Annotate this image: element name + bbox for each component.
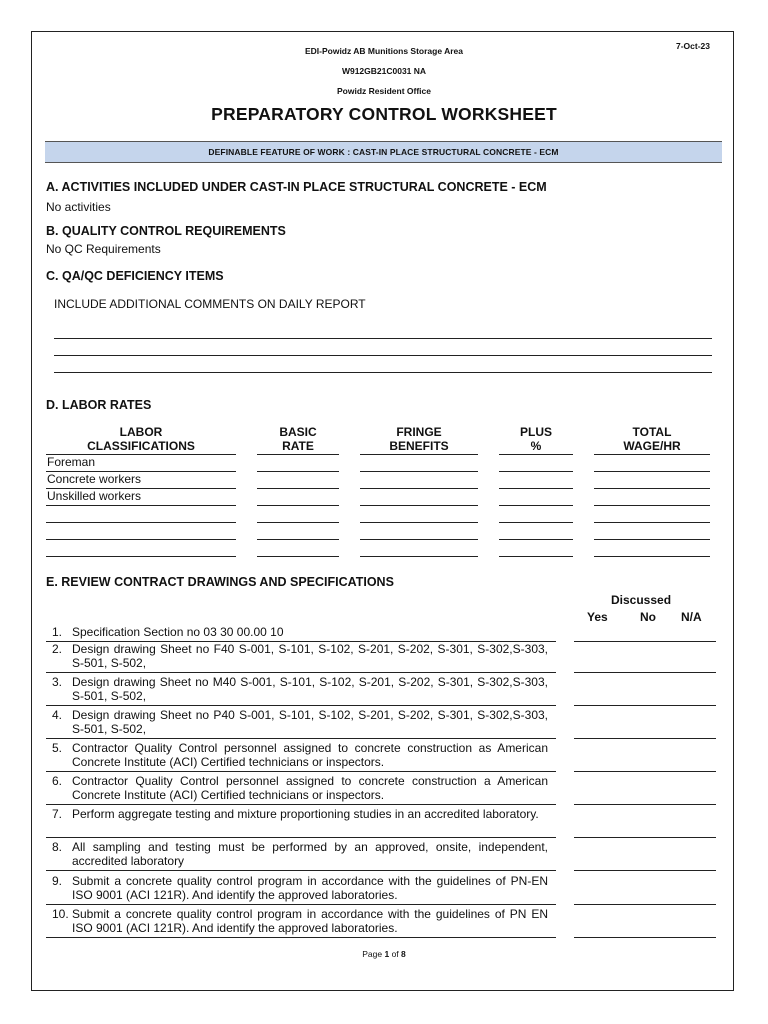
table-rule: [257, 539, 339, 540]
review-item-number: 3.: [52, 675, 63, 689]
table-rule: [499, 505, 573, 506]
discussed-checkline[interactable]: [574, 672, 716, 673]
column-header-fringe-benefits: FRINGE BENEFITS: [389, 425, 449, 453]
section-b-text: No QC Requirements: [46, 242, 161, 256]
review-item: [46, 774, 548, 802]
review-item-text: Submit a concrete quality control program in accordance with the guidelines of PN-EN ISO 9001 (ACI 121R). And identify the approved laboratories.: [72, 874, 548, 902]
review-item-number: 9.: [52, 874, 63, 888]
labor-classification: Concrete workers: [47, 472, 142, 486]
column-header-plus-percent: PLUS %: [519, 425, 552, 453]
table-rule: [594, 488, 710, 489]
section-d-title: D. LABOR RATES: [46, 398, 152, 412]
review-item-number: 10.: [52, 907, 69, 921]
office-name: Powidz Resident Office: [337, 86, 431, 96]
table-rule: [46, 471, 236, 472]
discussed-checkline[interactable]: [574, 937, 716, 938]
review-item-rule: [46, 870, 556, 871]
review-item: [46, 907, 548, 935]
review-item-number: 4.: [52, 708, 63, 722]
discussed-checkline[interactable]: [574, 870, 716, 871]
review-item-number: 1.: [52, 625, 63, 639]
labor-classification: Unskilled workers: [47, 489, 142, 503]
table-rule: [594, 556, 710, 557]
labor-classification: Foreman: [47, 455, 96, 469]
column-header-basic-rate: BASIC RATE: [279, 425, 317, 453]
table-rule: [499, 454, 573, 455]
review-item-rule: [46, 837, 556, 838]
table-rule: [257, 471, 339, 472]
table-rule: [360, 539, 478, 540]
table-rule: [257, 454, 339, 455]
no-header: No: [640, 610, 656, 624]
review-item-rule: [46, 904, 556, 905]
review-item-number: 8.: [52, 840, 63, 854]
review-item-text: Specification Section no 03 30 00.00 10: [72, 625, 284, 639]
discussed-checkline[interactable]: [574, 837, 716, 838]
discussed-checkline[interactable]: [574, 904, 716, 905]
table-rule: [360, 522, 478, 523]
review-item: [46, 741, 548, 769]
table-rule: [46, 505, 236, 506]
review-item-text: Contractor Quality Control personnel assigned to concrete construction as American Concrete Institute (ACI) Certified technicians or inspectors.: [72, 741, 548, 769]
contract-number: W912GB21C0031 NA: [341, 66, 427, 76]
document-date: 7-Oct-23: [675, 41, 710, 51]
table-rule: [360, 471, 478, 472]
table-rule: [594, 505, 710, 506]
review-item-text: All sampling and testing must be performed by an approved, onsite, independent, accredited laboratory: [72, 840, 548, 868]
review-item: [46, 708, 548, 736]
table-rule: [46, 556, 236, 557]
discussed-checkline[interactable]: [574, 641, 716, 642]
review-item-rule: [46, 672, 556, 673]
review-item: [46, 840, 548, 868]
review-item-rule: [46, 804, 556, 805]
discussed-header: Discussed: [611, 593, 672, 607]
section-b-title: B. QUALITY CONTROL REQUIREMENTS: [46, 224, 286, 238]
table-rule: [499, 539, 573, 540]
table-rule: [499, 556, 573, 557]
review-item: [46, 874, 548, 902]
review-item-number: 7.: [52, 807, 63, 821]
review-item: [46, 807, 548, 835]
table-rule: [499, 488, 573, 489]
review-item-rule: [46, 771, 556, 772]
review-item-text: Design drawing Sheet no P40 S-001, S-101, S-102, S-201, S-202, S-301, S-302,S-303, S-501, S-502,: [72, 708, 548, 736]
review-item-text: Design drawing Sheet no F40 S-001, S-101, S-102, S-201, S-202, S-301, S-302,S-303, S-501, S-502,: [72, 642, 548, 670]
table-rule: [360, 488, 478, 489]
discussed-checkline[interactable]: [574, 738, 716, 739]
table-rule: [46, 488, 236, 489]
review-item-text: Contractor Quality Control personnel assigned to concrete construction a American Concrete Institute (ACI) Certified technicians or inspectors.: [72, 774, 548, 802]
section-a-text: No activities: [46, 200, 111, 214]
deficiency-line: [54, 338, 712, 339]
section-c-title: C. QA/QC DEFICIENCY ITEMS: [46, 269, 224, 283]
table-rule: [594, 522, 710, 523]
discussed-checkline[interactable]: [574, 804, 716, 805]
definable-feature-banner: DEFINABLE FEATURE OF WORK : CAST-IN PLACE STRUCTURAL CONCRETE - ECM: [45, 141, 722, 163]
table-rule: [257, 505, 339, 506]
table-rule: [594, 471, 710, 472]
table-rule: [257, 488, 339, 489]
deficiency-line: [54, 372, 712, 373]
table-rule: [46, 522, 236, 523]
column-header-labor: LABOR CLASSIFICATIONS: [87, 425, 195, 453]
review-item-number: 2.: [52, 642, 63, 656]
review-item-text: Perform aggregate testing and mixture proportioning studies in an accredited laboratory.: [72, 807, 539, 821]
table-rule: [594, 454, 710, 455]
page-title: PREPARATORY CONTROL WORKSHEET: [211, 104, 557, 124]
section-e-title: E. REVIEW CONTRACT DRAWINGS AND SPECIFICATIONS: [46, 575, 394, 589]
table-rule: [499, 471, 573, 472]
review-item: [46, 625, 548, 639]
discussed-checkline[interactable]: [574, 771, 716, 772]
project-name: EDI-Powidz AB Munitions Storage Area: [304, 46, 464, 56]
table-rule: [360, 556, 478, 557]
table-rule: [360, 505, 478, 506]
table-rule: [257, 522, 339, 523]
review-item-rule: [46, 705, 556, 706]
deficiency-line: [54, 355, 712, 356]
review-item-text: Design drawing Sheet no M40 S-001, S-101, S-102, S-201, S-202, S-301, S-302,S-303, S-501, S-502,: [72, 675, 548, 703]
review-item-rule: [46, 738, 556, 739]
review-item-text: Submit a concrete quality control program in accordance with the guidelines of PN EN ISO 9001 (ACI 121R). And identify the approved laboratories.: [72, 907, 548, 935]
review-item-number: 5.: [52, 741, 63, 755]
na-header: N/A: [681, 610, 702, 624]
section-a-title: A. ACTIVITIES INCLUDED UNDER CAST-IN PLACE STRUCTURAL CONCRETE - ECM: [46, 180, 547, 194]
section-c-text: INCLUDE ADDITIONAL COMMENTS ON DAILY REPORT: [54, 297, 366, 311]
table-rule: [257, 556, 339, 557]
review-item-number: 6.: [52, 774, 63, 788]
table-rule: [46, 539, 236, 540]
page-number: Page 1 of 8: [362, 949, 406, 959]
column-header-total-wage: TOTAL WAGE/HR: [623, 425, 681, 453]
table-rule: [360, 454, 478, 455]
table-rule: [499, 522, 573, 523]
discussed-checkline[interactable]: [574, 705, 716, 706]
review-item: [46, 642, 548, 670]
table-rule: [594, 539, 710, 540]
yes-header: Yes: [587, 610, 608, 624]
review-item-rule: [46, 937, 556, 938]
review-item: [46, 675, 548, 703]
